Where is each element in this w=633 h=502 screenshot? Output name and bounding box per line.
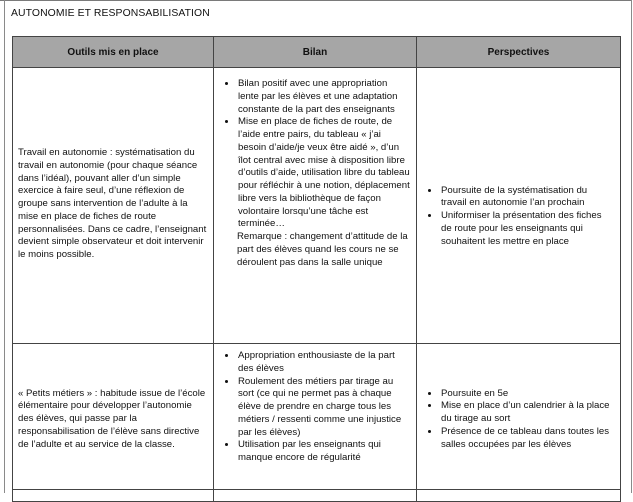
report-table bbox=[12, 36, 621, 502]
list-item: • Poursuite en 5e bbox=[440, 388, 614, 401]
list-item: • Poursuite de la systématisation du travail en autonomie l’an prochain bbox=[440, 185, 614, 211]
list-item: • Mise en place d’un calendrier à la place du tirage au sort bbox=[440, 400, 614, 426]
cell-outils bbox=[13, 344, 214, 490]
perspectives-list bbox=[417, 185, 620, 249]
table-header-row bbox=[13, 37, 621, 68]
cell-empty bbox=[214, 490, 417, 502]
outils-text: « Petits métiers » : habitude issue de l’école élémentaire pour développer l’autonomie des élèves, qui passe par la responsabilisation de l’élève sans directive de l’adulte et au service de la classe. bbox=[18, 387, 206, 450]
list-item: • Appropriation enthousiaste de la part des élèves bbox=[237, 350, 410, 376]
list-item: • Mise en place de fiches de route, de l’aide entre pairs, du tableau « j’ai besoin d’aide/je veux être aidé », d’un îlot central avec mise à disposition libre d’outils d’aide, utilisation libre du tableau pour réfléchir à une notion, déplacement libre vers la bibliothèque de façon volontaire lorsqu’une tâche est terminée… bbox=[237, 116, 410, 231]
cell-bilan bbox=[214, 344, 417, 490]
list-item: • Utilisation par les enseignants qui manque encore de régularité bbox=[237, 439, 410, 465]
table-row bbox=[13, 344, 621, 490]
perspectives-list bbox=[417, 388, 620, 452]
bilan-list bbox=[214, 78, 416, 231]
frame-top-border bbox=[0, 0, 632, 1]
table-row bbox=[13, 490, 621, 502]
section-title: AUTONOMIE ET RESPONSABILISATION bbox=[11, 8, 210, 19]
bilan-list bbox=[214, 350, 416, 465]
list-item: • Roulement des métiers par tirage au sort (ce qui ne permet pas à chaque élève de prendre en charge tous les métiers / ressenti comme une injustice par les élèves) bbox=[237, 376, 410, 440]
cell-empty bbox=[13, 490, 214, 502]
cell-perspectives bbox=[417, 344, 621, 490]
header-bilan: Bilan bbox=[214, 37, 417, 68]
list-item: • Bilan positif avec une appropriation lente par les élèves et une adaptation constante de la part des enseignants bbox=[237, 78, 410, 116]
header-perspectives: Perspectives bbox=[417, 37, 621, 68]
outils-text: Travail en autonomie : systématisation du travail en autonomie (pour chaque séance dans l’idéal), pouvant aller d’un simple exercice à faire seul, d’une réflexion de groupe sans intervention de l’adulte à la mise en place de fiches de route personnalisées. Dans ce cadre, l’enseignant devient simple observateur et doit intervenir le moins possible. bbox=[18, 147, 207, 261]
cell-bilan bbox=[214, 68, 417, 344]
list-item: • Présence de ce tableau dans toutes les salles occupées par les élèves bbox=[440, 426, 614, 452]
table-row bbox=[13, 68, 621, 344]
frame-left-border bbox=[4, 0, 5, 493]
list-item: • Uniformiser la présentation des fiches de route pour les enseignants qui souhaitent les mettre en place bbox=[440, 210, 614, 248]
cell-outils bbox=[13, 68, 214, 344]
bilan-remark: Remarque : changement d’attitude de la part des élèves quand les cours ne se déroulent pas dans la salle unique bbox=[237, 231, 408, 268]
cell-perspectives bbox=[417, 68, 621, 344]
frame-right-border bbox=[631, 0, 632, 493]
cell-empty bbox=[417, 490, 621, 502]
header-outils: Outils mis en place bbox=[13, 37, 214, 68]
